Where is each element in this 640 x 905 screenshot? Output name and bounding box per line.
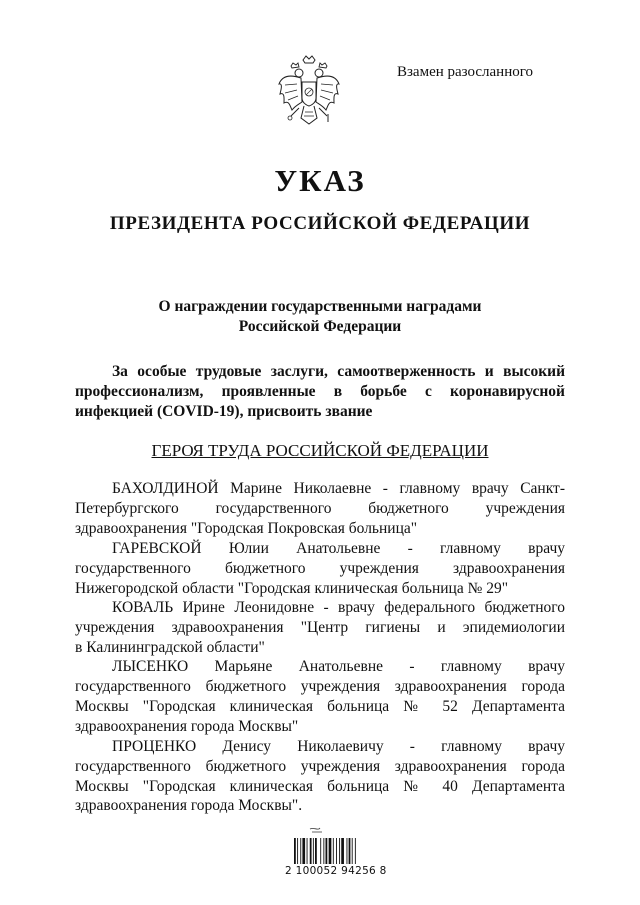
barcode-bar <box>297 838 298 864</box>
awardee-3-line-1 <box>112 599 565 617</box>
awardee-1-text-1: БАХОЛДИНОЙ Марине Николаевне - главному врачу Санкт- <box>112 480 565 497</box>
awardee-1-text-2: Петербургского государственного бюджетного учреждения <box>75 500 565 517</box>
awardee-5-line-3 <box>75 778 565 796</box>
barcode-bar <box>355 838 356 864</box>
awardee-2-text-1: ГАРЕВСКОЙ Юлии Анатольевне - главному врачу <box>112 540 565 557</box>
barcode-bar <box>349 838 351 864</box>
prelude-line-1 <box>112 363 565 381</box>
subject-line-1: О награждении государственными наградами <box>158 298 482 315</box>
barcode-icon <box>292 826 382 886</box>
awardee-5-text-3: Москвы "Городская клиническая больница № 40 Департамента <box>75 778 565 795</box>
barcode-bar <box>329 838 332 864</box>
awardee-4-line-1 <box>112 658 565 676</box>
subject-line-2: Российской Федерации <box>238 318 402 335</box>
replacement-note: Взамен разосланного <box>397 64 534 80</box>
award-title: ГЕРОЯ ТРУДА РОССИЙСКОЙ ФЕДЕРАЦИИ <box>151 441 489 460</box>
awardee-1-line-3: здравоохранения "Городская Покровская больница" <box>75 520 418 537</box>
awardee-5-text-2: государственного бюджетного учреждения здравоохранения города <box>75 758 565 775</box>
barcode-bar <box>352 838 353 864</box>
barcode-bar <box>339 838 340 864</box>
barcode-bar <box>336 838 337 864</box>
barcode-bar <box>300 838 301 864</box>
barcode-bar <box>307 838 308 864</box>
awardee-5-text-1: ПРОЦЕНКО Денису Николаевичу - главному врачу <box>112 738 565 755</box>
barcode-bar <box>313 838 314 864</box>
barcode-bars <box>294 838 356 864</box>
awardee-1-line-1 <box>112 480 565 498</box>
awardee-5-line-1 <box>112 738 565 756</box>
awardee-5-line-2 <box>75 758 565 776</box>
barcode-bar <box>315 838 317 864</box>
prelude-text-1: За особые трудовые заслуги, самоотверженность и высокий <box>112 363 565 380</box>
awardee-4-text-3: Москвы "Городская клиническая больница № 52 Департамента <box>75 698 565 715</box>
barcode-bar <box>341 838 344 864</box>
prelude-text-2: профессионализм, проявленные в борьбе с коронавирусной <box>75 383 565 400</box>
document-subtitle: ПРЕЗИДЕНТА РОССИЙСКОЙ ФЕДЕРАЦИИ <box>109 213 531 234</box>
awardee-2-line-1 <box>112 540 565 558</box>
barcode-bar <box>326 838 328 864</box>
awardee-4-line-4: здравоохранения города Москвы" <box>75 718 299 735</box>
awardee-4-line-2 <box>75 678 565 696</box>
coat-of-arms-emblem <box>277 54 341 134</box>
awardee-2-line-2 <box>75 560 565 578</box>
prelude-line-2 <box>75 383 565 401</box>
awardee-4-text-1: ЛЫСЕНКО Марьяне Анатольевне - главному врачу <box>112 658 565 675</box>
awardee-2-text-2: государственного бюджетного учреждения здравоохранения <box>75 560 565 577</box>
awardee-4-text-2: государственного бюджетного учреждения здравоохранения города <box>75 678 565 695</box>
prelude-line-3: инфекцией (COVID-19), присвоить звание <box>75 403 373 420</box>
barcode-bar <box>320 838 321 864</box>
barcode-bar <box>347 838 348 864</box>
awardee-3-line-2 <box>75 619 565 637</box>
awardee-1-line-2 <box>75 500 565 518</box>
barcode-bar <box>333 838 334 864</box>
awardee-3-text-2: учреждения здравоохранения "Центр гигиены и эпидемиологии <box>75 619 565 636</box>
barcode-bar <box>294 838 296 864</box>
awardee-4-line-3 <box>75 698 565 716</box>
document-title: УКАЗ <box>274 163 366 198</box>
awardee-3-text-1: КОВАЛЬ Ирине Леонидовне - врачу федерального бюджетного <box>112 599 565 616</box>
awardee-3-line-3: в Калининградской области" <box>75 639 265 656</box>
barcode-bar <box>302 838 305 864</box>
awardee-5-line-4: здравоохранения города Москвы". <box>75 797 303 814</box>
barcode-bar <box>310 838 312 864</box>
barcode-number: 2 100052 94256 8 <box>285 865 387 877</box>
barcode-bar <box>323 838 324 864</box>
awardee-2-line-3: Нижегородской области "Городская клиническая больница № 29" <box>75 580 509 597</box>
